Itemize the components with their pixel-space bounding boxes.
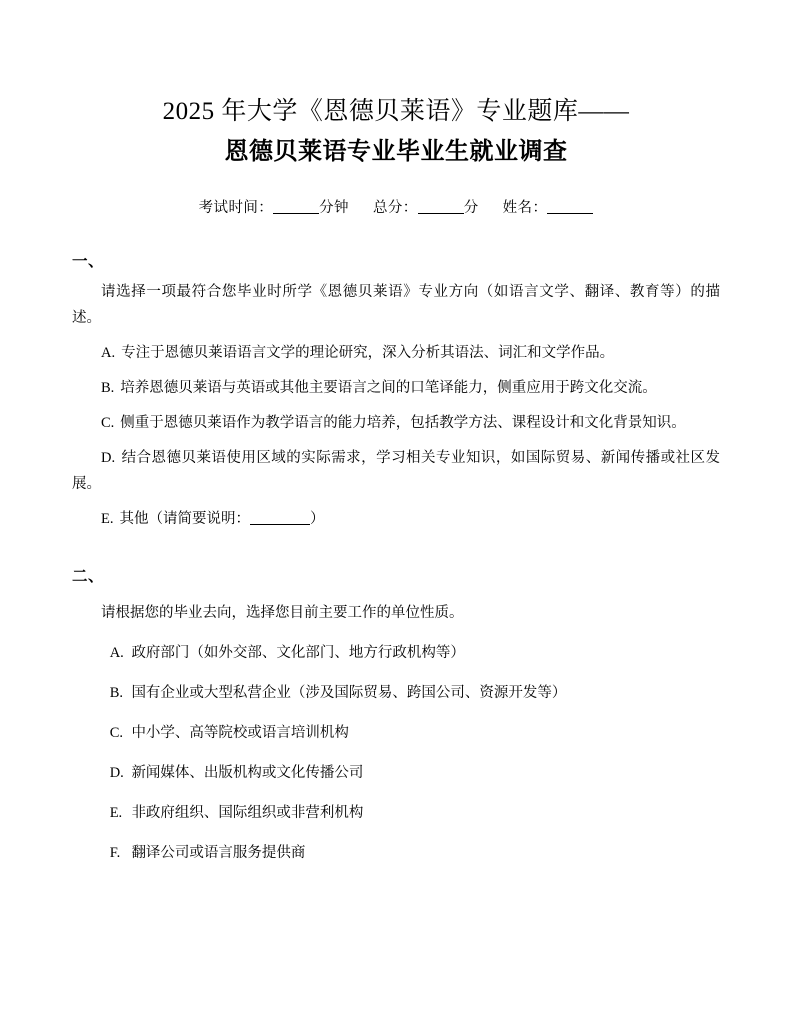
option-text: 国有企业或大型私营企业（涉及国际贸易、跨国公司、资源开发等） [131,685,567,701]
option-letter: D. [101,450,116,466]
option-letter: B. [109,685,123,701]
option-text-before: 其他（请简要说明： [119,511,250,527]
total-score-unit: 分 [463,200,479,216]
option-e-fill-blank[interactable] [250,510,310,526]
total-score [373,196,479,217]
option-1-a [72,340,720,366]
option-letter: E. [109,805,123,821]
section-number-2: 二、 [72,568,105,585]
option-text: 非政府组织、国际组织或非营利机构 [131,805,364,821]
option-text: 专注于恩德贝莱语语言文学的理论研究，深入分析其语法、词汇和文学作品。 [121,345,615,361]
option-text: 新闻媒体、出版机构或文化传播公司 [131,765,364,781]
student-name [503,196,594,217]
option-letter: B. [101,380,115,396]
student-name-blank [547,199,593,215]
question-stem-1: 请选择一项最符合您毕业时所学《恩德贝莱语》专业方向（如语言文学、翻译、教育等）的描述。 [72,284,720,326]
page-title [72,92,720,172]
question-stem-2: 请根据您的毕业去向，选择您目前主要工作的单位性质。 [101,605,464,621]
title-line-2: 恩德贝莱语专业毕业生就业调查 [224,139,568,165]
option-2-c [72,720,720,746]
option-1-d [72,445,720,497]
title-line-1: 2025 年大学《恩德贝莱语》专业题库—— [162,98,630,125]
option-text: 中小学、高等院校或语言培训机构 [131,725,349,741]
option-letter: C. [109,725,123,741]
option-2-e [72,800,720,826]
exam-meta [72,196,720,217]
option-1-c [72,410,720,436]
option-letter: C. [101,415,115,431]
option-2-a [72,640,720,666]
option-letter: D. [109,765,124,781]
exam-time [199,196,349,217]
total-score-label: 总分： [373,200,418,216]
exam-time-label: 考试时间： [198,200,274,216]
option-text: 翻译公司或语言服务提供商 [131,845,306,861]
option-letter: A. [101,345,116,361]
exam-time-unit: 分钟 [319,200,349,216]
option-2-f [72,840,720,866]
option-text: 政府部门（如外交部、文化部门、地方行政机构等） [131,645,465,661]
option-text-after: ） [309,511,325,527]
option-2-d [72,760,720,786]
option-1-e [72,506,720,532]
option-1-b [72,375,720,401]
option-letter: A. [109,645,124,661]
option-letter: F. [109,845,121,861]
option-2-b [72,680,720,706]
total-score-blank [418,199,464,215]
exam-time-blank [273,199,319,215]
option-text: 培养恩德贝莱语与英语或其他主要语言之间的口笔译能力，侧重应用于跨文化交流。 [120,380,657,396]
option-letter: E. [101,511,114,527]
student-name-label: 姓名： [502,200,548,216]
option-text: 结合恩德贝莱语使用区域的实际需求，学习相关专业知识，如国际贸易、新闻传播或社区发展。 [72,450,720,492]
section-number-1: 一、 [72,253,105,270]
option-text: 侧重于恩德贝莱语作为教学语言的能力培养，包括教学方法、课程设计和文化背景知识。 [120,415,686,431]
